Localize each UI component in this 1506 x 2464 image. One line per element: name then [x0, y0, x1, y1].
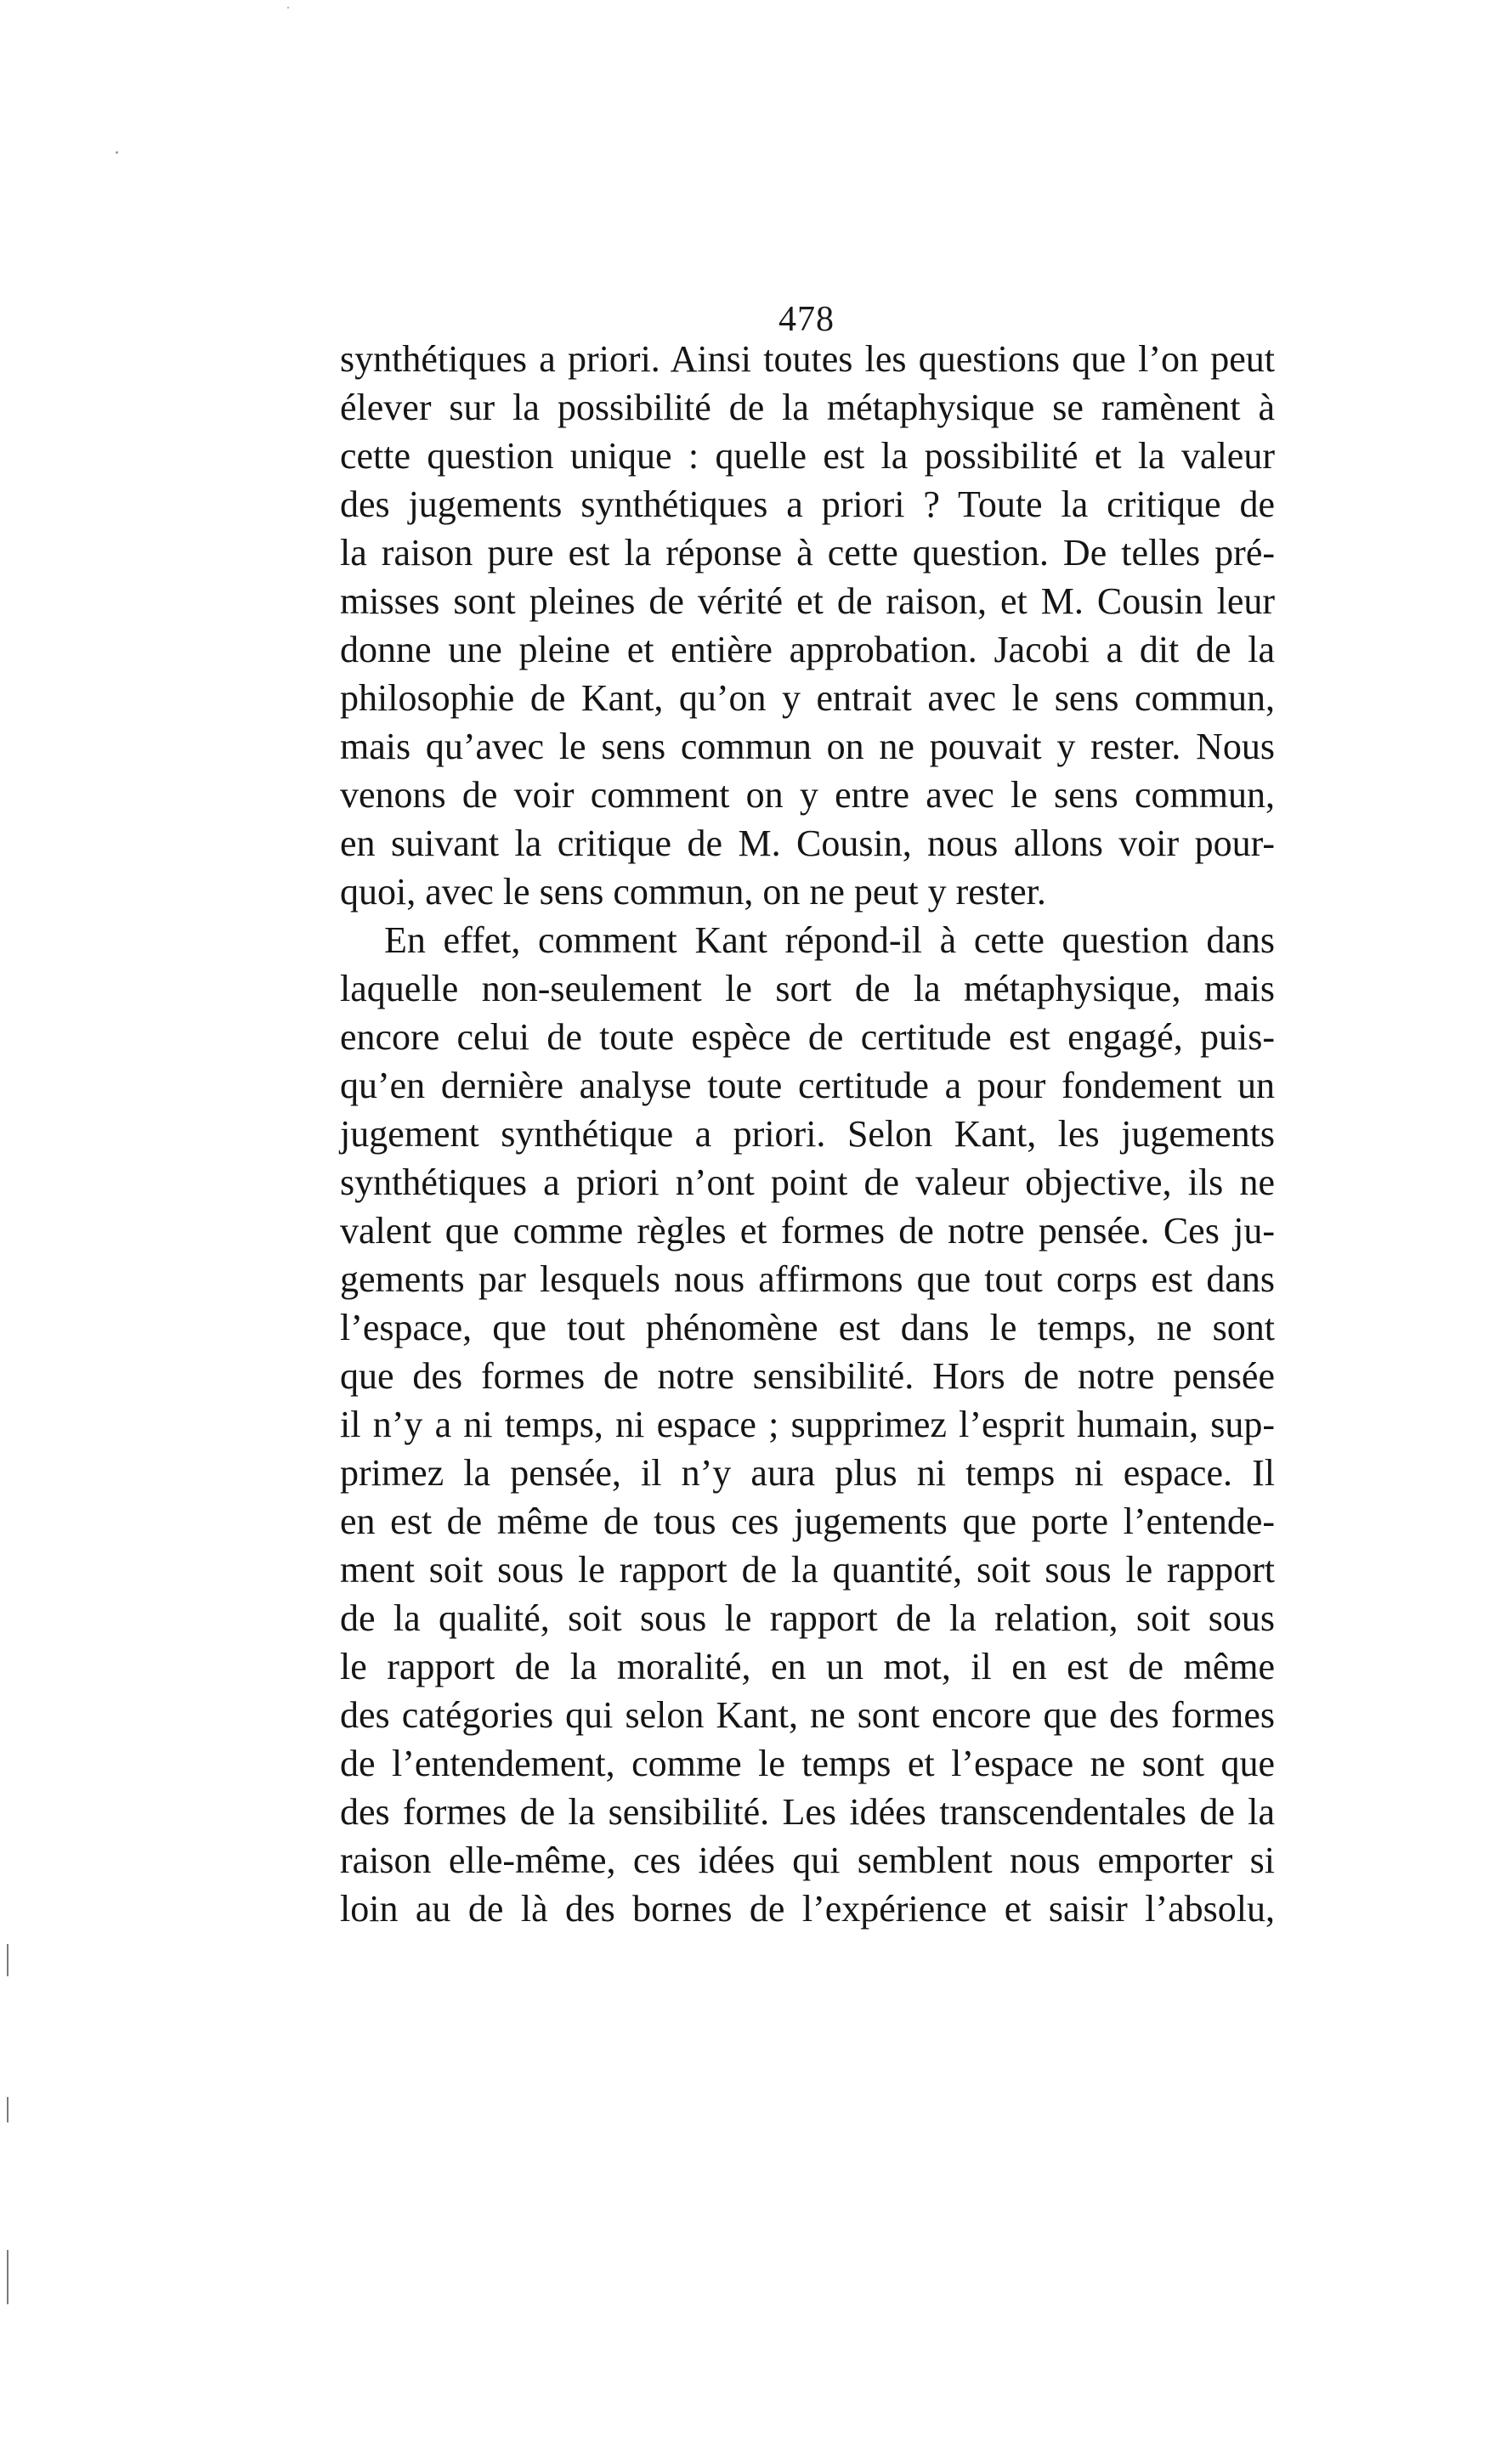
text-line: de la qualité, soit sous le rapport de la relation, soit sous [340, 1597, 1275, 1639]
text-line: qu’en dernière analyse toute certitude a pour fondement un [340, 1065, 1275, 1106]
text-line: venons de voir comment on y entre avec le sens commun, [340, 774, 1275, 816]
text-line: il n’y a ni temps, ni espace ; supprimez l’esprit humain, sup- [340, 1404, 1275, 1445]
text-line: primez la pensée, il n’y aura plus ni temps ni espace. Il [340, 1452, 1275, 1494]
text-line: valent que comme règles et formes de notre pensée. Ces ju- [340, 1210, 1275, 1252]
text-line: de l’entendement, comme le temps et l’espace ne sont que [340, 1743, 1275, 1784]
text-line: des jugements synthétiques a priori ? Toute la critique de [340, 483, 1275, 525]
scan-edge-mark [7, 2097, 8, 2122]
text-line: que des formes de notre sensibilité. Hors de notre pensée [340, 1355, 1275, 1397]
text-line: donne une pleine et entière approbation. Jacobi a dit de la [340, 629, 1275, 670]
text-line: laquelle non-seulement le sort de la métaphysique, mais [340, 968, 1275, 1009]
text-line: des formes de la sensibilité. Les idées transcendentales de la [340, 1791, 1275, 1833]
text-line: quoi, avec le sens commun, on ne peut y rester. [340, 871, 1046, 913]
text-line: en est de même de tous ces jugements que porte l’entende- [340, 1500, 1275, 1542]
text-line: loin au de là des bornes de l’expérience et saisir l’absolu, [340, 1888, 1275, 1930]
text-line: la raison pure est la réponse à cette question. De telles pré- [340, 532, 1275, 574]
text-line: philosophie de Kant, qu’on y entrait avec le sens commun, [340, 677, 1275, 719]
text-line: en suivant la critique de M. Cousin, nous allons voir pour- [340, 822, 1275, 864]
text-line: raison elle-même, ces idées qui semblent nous emporter si [340, 1840, 1275, 1881]
scan-speck [116, 151, 118, 154]
text-line: ment soit sous le rapport de la quantité, soit sous le rapport [340, 1549, 1275, 1591]
scan-edge-mark [7, 2250, 8, 2304]
text-line: des catégories qui selon Kant, ne sont encore que des formes [340, 1694, 1275, 1736]
text-line: le rapport de la moralité, en un mot, il en est de même [340, 1646, 1275, 1687]
text-line: synthétiques a priori n’ont point de valeur objective, ils ne [340, 1161, 1275, 1203]
text-line: élever sur la possibilité de la métaphysique se ramènent à [340, 387, 1275, 428]
scan-edge-mark [7, 1944, 8, 1976]
text-line: misses sont pleines de vérité et de raison, et M. Cousin leur [340, 580, 1275, 622]
scan-speck [287, 7, 289, 8]
text-line: synthétiques a priori. Ainsi toutes les questions que l’on peut [340, 338, 1275, 380]
text-line: gements par lesquels nous affirmons que tout corps est dans [340, 1258, 1275, 1300]
paragraph-first-line: En effet, comment Kant répond-il à cette question dans [384, 919, 1275, 961]
text-line: jugement synthétique a priori. Selon Kant, les jugements [340, 1113, 1275, 1155]
text-line: mais qu’avec le sens commun on ne pouvait y rester. Nous [340, 726, 1275, 767]
body-text [340, 335, 1275, 1933]
page-number: 478 [778, 300, 835, 339]
text-line: l’espace, que tout phénomène est dans le temps, ne sont [340, 1307, 1275, 1348]
text-line: encore celui de toute espèce de certitude est engagé, puis- [340, 1016, 1275, 1058]
text-line: cette question unique : quelle est la possibilité et la valeur [340, 435, 1275, 477]
